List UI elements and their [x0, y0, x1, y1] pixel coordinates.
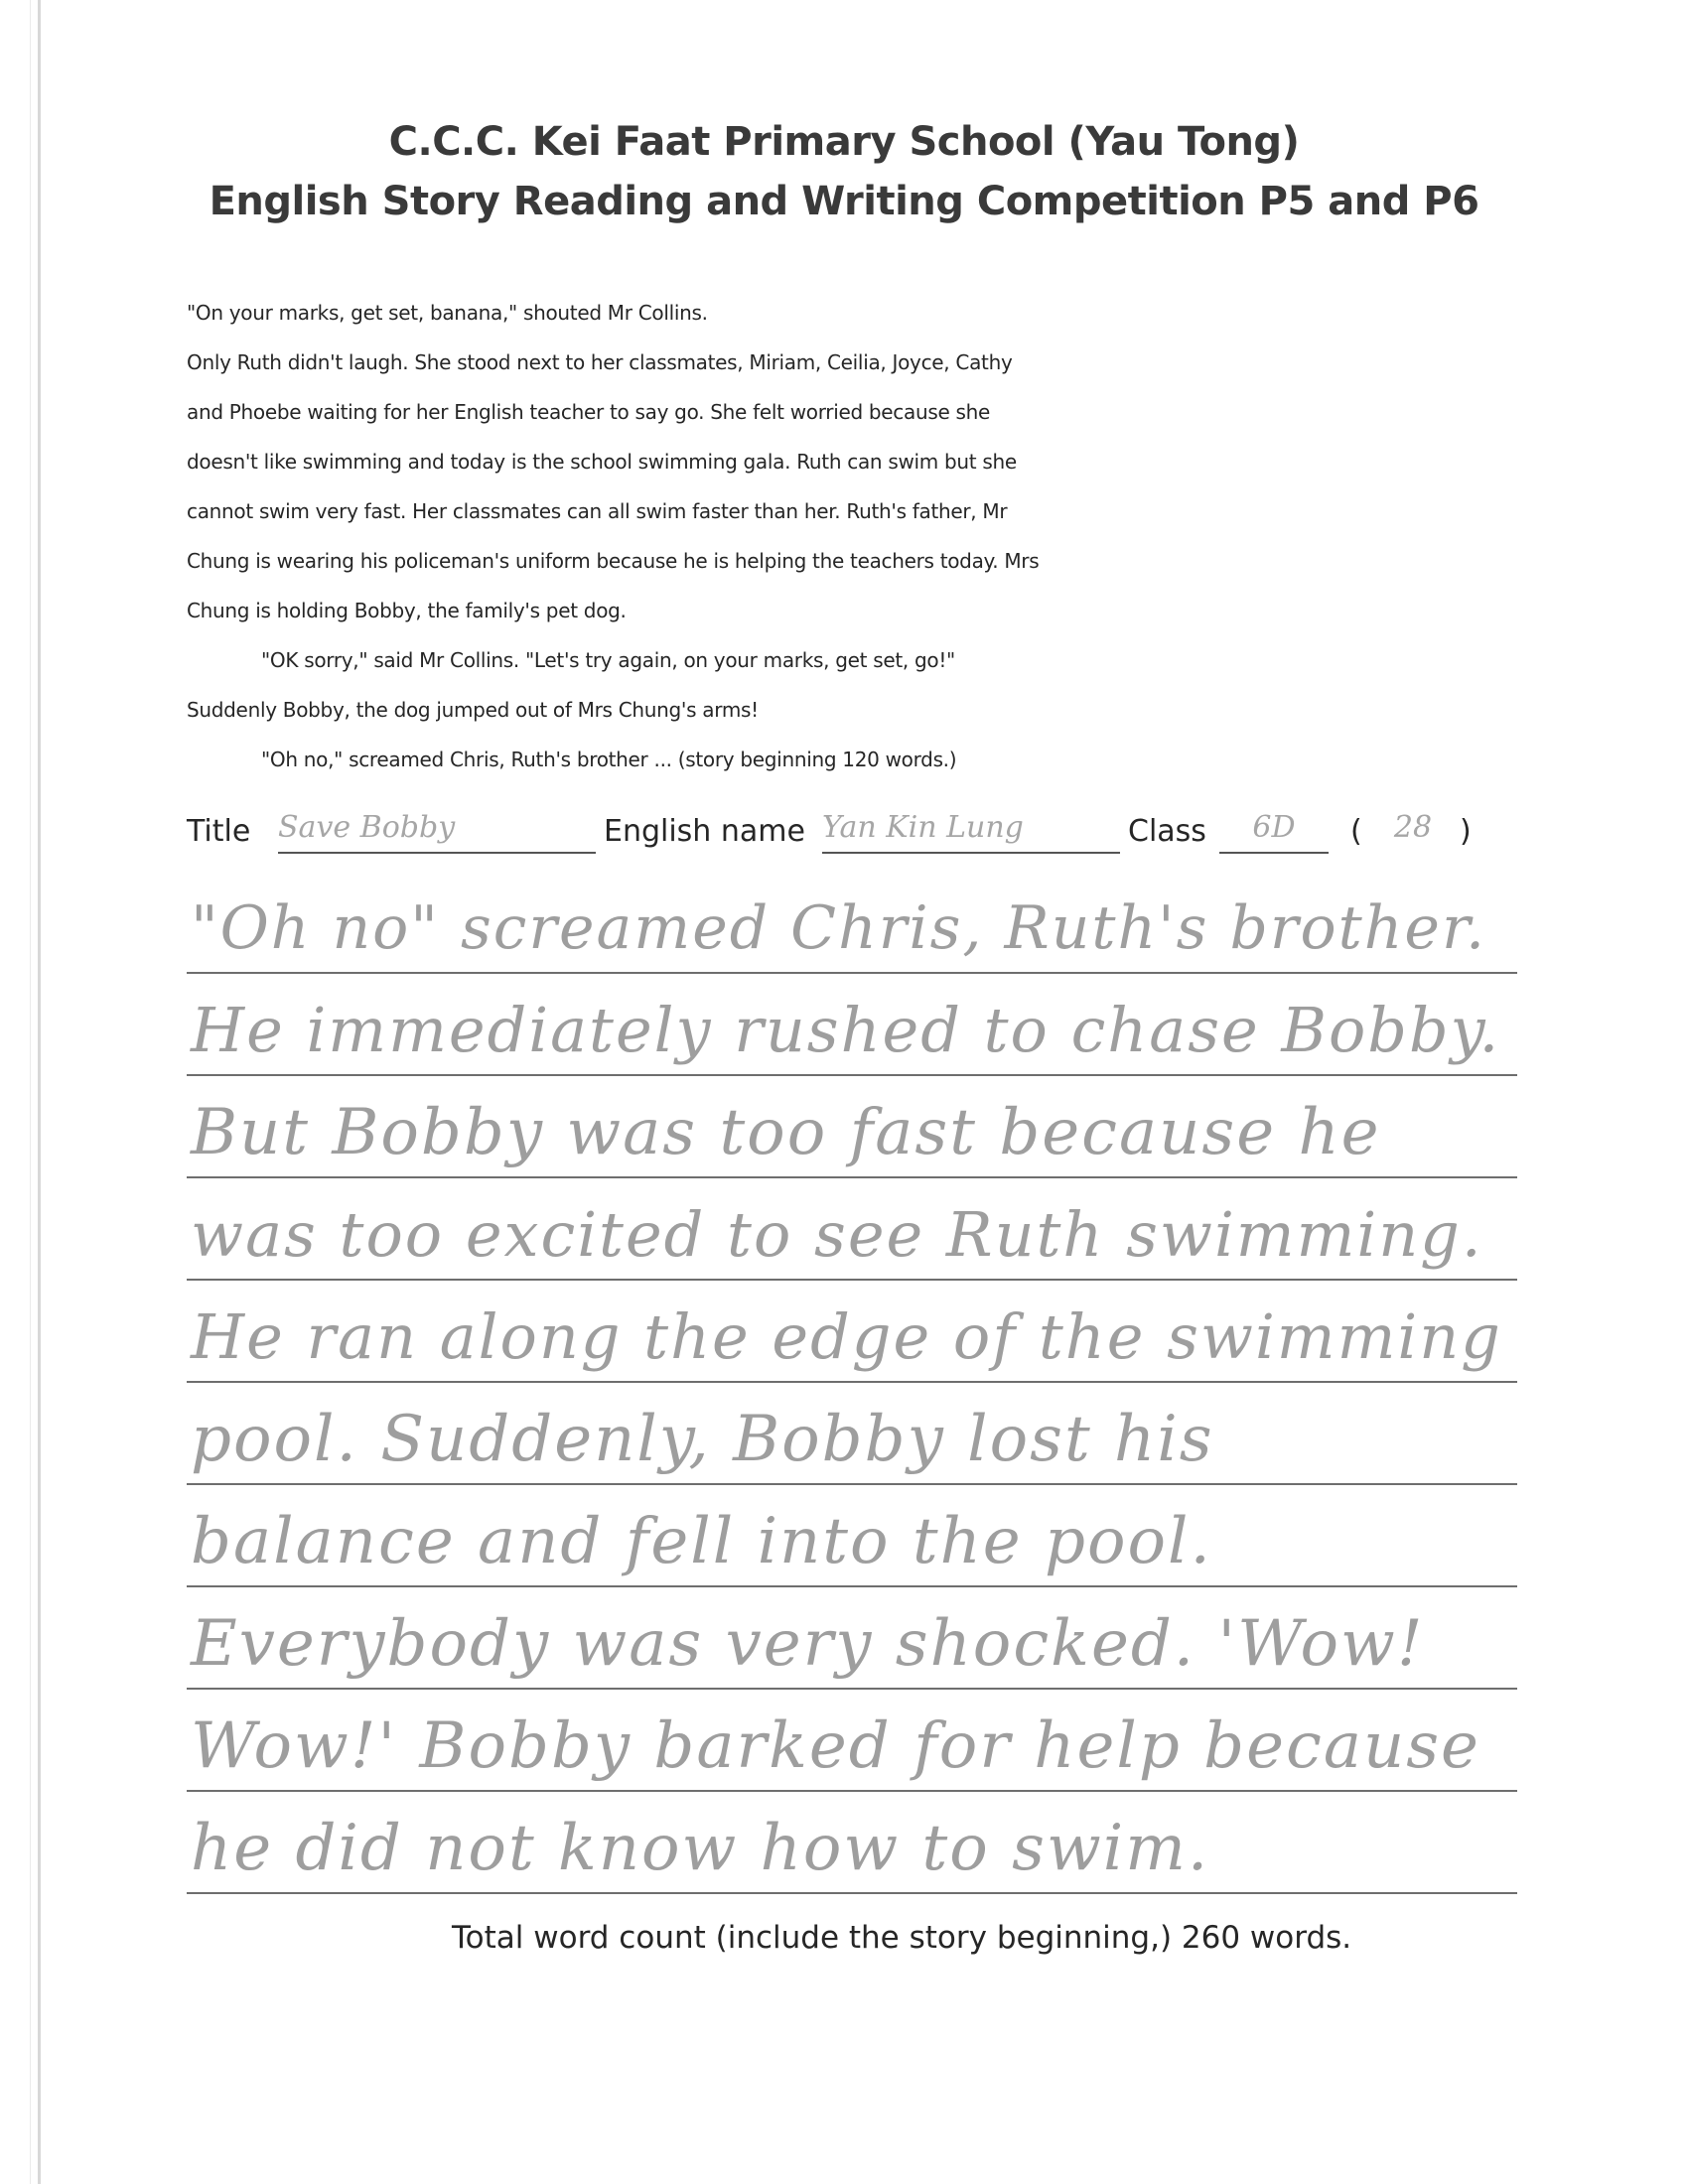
- writing-line: [187, 1792, 1517, 1894]
- school-name: C.C.C. Kei Faat Primary School (Yau Tong): [388, 119, 1300, 165]
- handwritten-text: "Oh no" screamed Chris, Ruth's brother.: [191, 893, 1487, 963]
- story-line: doesn't like swimming and today is the school swimming gala. Ruth can swim but she: [187, 450, 1017, 474]
- english-name-label: English name: [604, 814, 805, 849]
- word-count: Total word count (include the story beginning,) 260 words.: [452, 1920, 1352, 1956]
- writing-line: [187, 974, 1517, 1076]
- writing-line: [187, 1485, 1517, 1587]
- handwritten-text: balance and fell into the pool.: [191, 1505, 1212, 1578]
- title-field[interactable]: Save Bobby: [278, 810, 596, 854]
- class-field[interactable]: 6D: [1219, 810, 1329, 854]
- handwriting-area: [187, 872, 1517, 1894]
- writing-line: [187, 1690, 1517, 1792]
- writing-line: [187, 1178, 1517, 1281]
- writing-line: [187, 1587, 1517, 1690]
- story-line: "On your marks, get set, banana," shouted Mr Collins.: [187, 301, 708, 325]
- story-beginning: [187, 288, 1557, 784]
- story-line: Chung is holding Bobby, the family's pet dog.: [187, 599, 627, 622]
- story-line: "Oh no," screamed Chris, Ruth's brother ... (story beginning 120 words.): [261, 748, 957, 771]
- handwritten-text: he did not know how to swim.: [191, 1812, 1210, 1885]
- scan-margin-line: [38, 0, 41, 2184]
- title-label: Title: [187, 814, 251, 849]
- story-line: and Phoebe waiting for her English teacher to say go. She felt worried because she: [187, 400, 991, 424]
- handwritten-text: pool. Suddenly, Bobby lost his: [191, 1403, 1214, 1476]
- handwritten-text: was too excited to see Ruth swimming.: [191, 1198, 1483, 1271]
- class-number-field[interactable]: 28: [1393, 810, 1433, 845]
- story-line: Suddenly Bobby, the dog jumped out of Mrs Chung's arms!: [187, 698, 759, 722]
- writing-line: [187, 1383, 1517, 1485]
- english-name-field[interactable]: Yan Kin Lung: [822, 810, 1120, 854]
- class-label: Class: [1128, 814, 1206, 849]
- story-line: Chung is wearing his policeman's uniform because he is helping the teachers today. Mrs: [187, 549, 1040, 573]
- handwritten-text: But Bobby was too fast because he: [191, 1096, 1381, 1169]
- story-line: cannot swim very fast. Her classmates can all swim faster than her. Ruth's father, Mr: [187, 499, 1008, 523]
- handwritten-text: Wow!' Bobby barked for help because: [191, 1709, 1480, 1783]
- student-info-row: [187, 806, 1507, 866]
- scan-margin-line-faint: [30, 0, 31, 2184]
- writing-line: [187, 1076, 1517, 1178]
- story-line: Only Ruth didn't laugh. She stood next to her classmates, Miriam, Ceilia, Joyce, Cathy: [187, 350, 1013, 374]
- handwritten-text: Everybody was very shocked. 'Wow!: [191, 1607, 1425, 1681]
- class-number-open: (: [1350, 814, 1362, 849]
- story-line: "OK sorry," said Mr Collins. "Let's try again, on your marks, get set, go!": [261, 648, 955, 672]
- class-number-close: ): [1460, 814, 1472, 849]
- handwritten-text: He immediately rushed to chase Bobby.: [191, 994, 1501, 1066]
- writing-line: [187, 872, 1517, 974]
- writing-line: [187, 1281, 1517, 1383]
- handwritten-text: He ran along the edge of the swimming: [191, 1300, 1502, 1373]
- competition-title: English Story Reading and Writing Competition P5 and P6: [209, 179, 1479, 224]
